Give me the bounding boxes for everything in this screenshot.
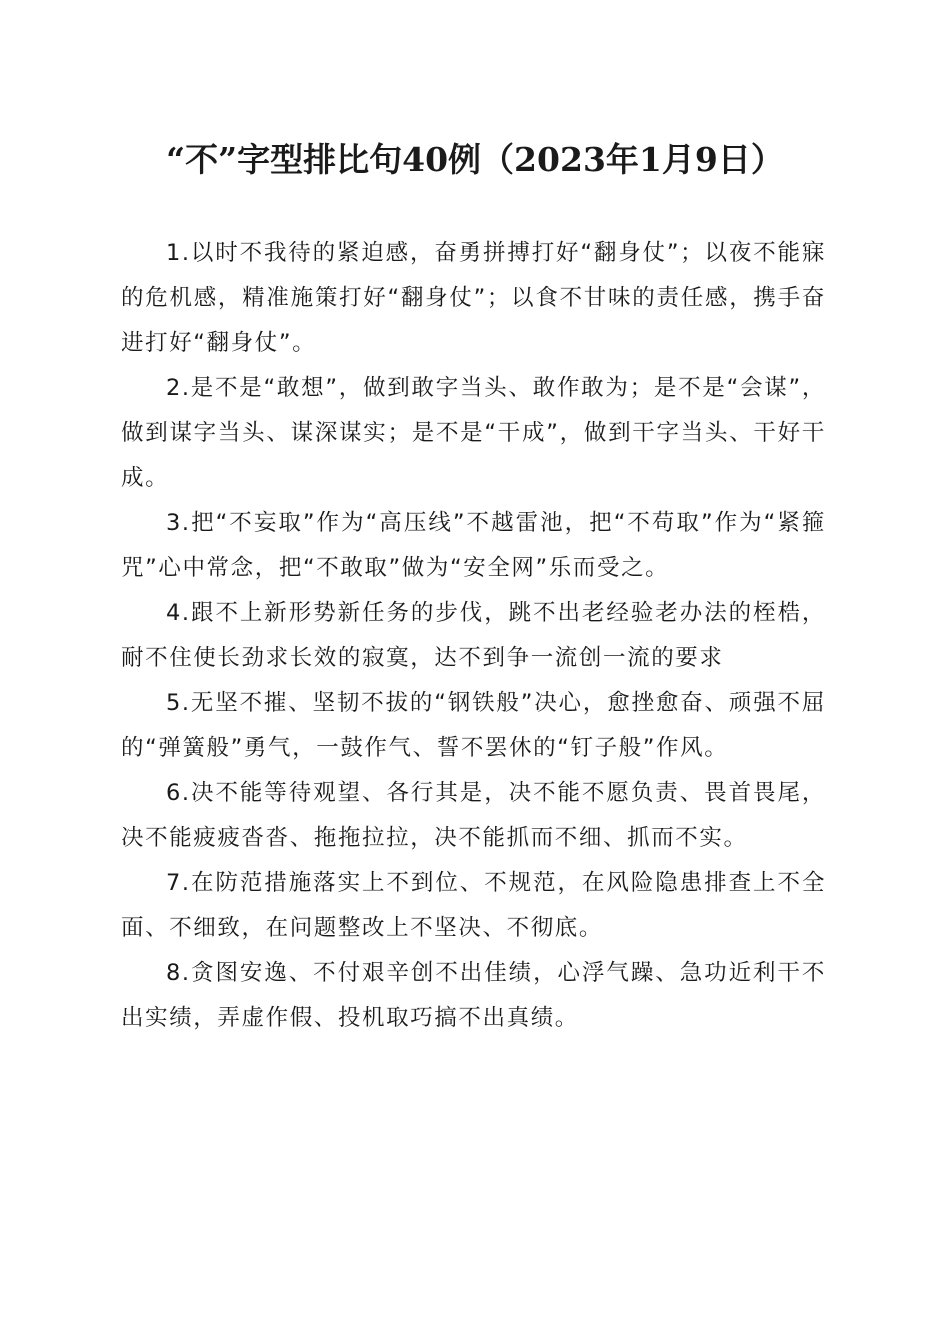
paragraph-2: 2.是不是“敢想”，做到敢字当头、敢作敢为；是不是“会谋”，做到谋字当头、谋深谋实；是不是“干成”，做到干字当头、干好干成。	[121, 375, 826, 491]
paragraph-7: 7.在防范措施落实上不到位、不规范，在风险隐患排查上不全面、不细致，在问题整改上不坚决、不彻底。	[121, 870, 826, 941]
document-title: “不”字型排比句40例（2023年1月9日）	[166, 140, 784, 179]
paragraph-5: 5.无坚不摧、坚韧不拔的“钢铁般”决心，愈挫愈奋、顽强不屈的“弹簧般”勇气，一鼓作气、誓不罢休的“钉子般”作风。	[121, 690, 826, 761]
paragraph-4: 4.跟不上新形势新任务的步伐，跳不出老经验老办法的桎梏，耐不住使长劲求长效的寂寞，达不到争一流创一流的要求	[121, 600, 826, 671]
paragraph-1: 1.以时不我待的紧迫感，奋勇拼搏打好“翻身仗”；以夜不能寐的危机感，精准施策打好“翻身仗”；以食不甘味的责任感，携手奋进打好“翻身仗”。	[121, 240, 826, 356]
paragraph-6: 6.决不能等待观望、各行其是，决不能不愿负责、畏首畏尾，决不能疲疲沓沓、拖拖拉拉，决不能抓而不细、抓而不实。	[121, 780, 826, 851]
paragraph-8: 8.贪图安逸、不付艰辛创不出佳绩，心浮气躁、急功近利干不出实绩，弄虚作假、投机取巧搞不出真绩。	[121, 960, 826, 1031]
document-body	[121, 231, 826, 1041]
paragraph-3: 3.把“不妄取”作为“高压线”不越雷池，把“不苟取”作为“紧箍咒”心中常念，把“不敢取”做为“安全网”乐而受之。	[121, 510, 826, 581]
